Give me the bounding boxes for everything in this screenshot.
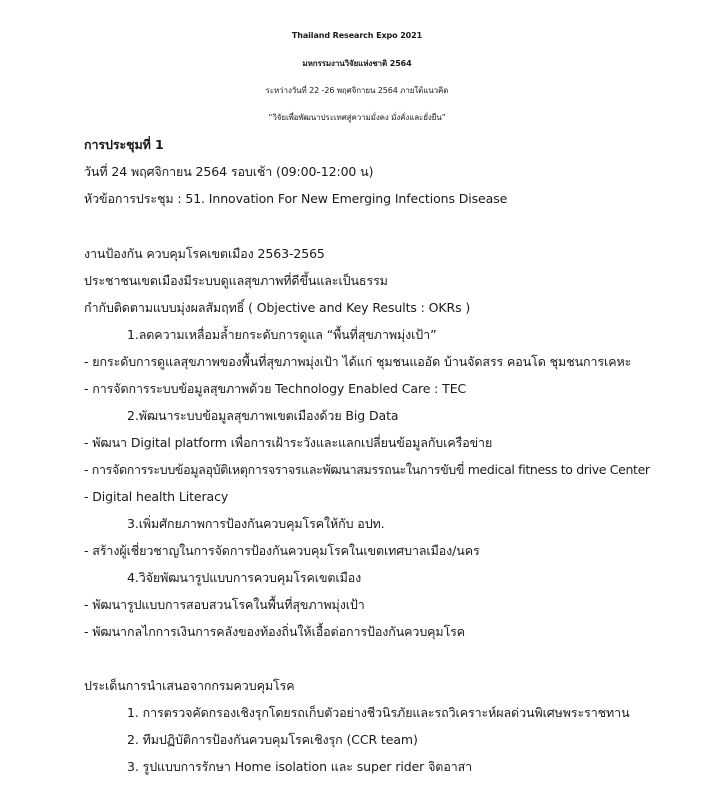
program-goal: ประชาชนเขตเมืองมีระบบดูแลสุขภาพที่ดีขึ้นและเป็นธรรม: [84, 273, 388, 288]
okr-objective-1: 1.ลดความเหลื่อมล้ำยกระดับการดูแล “พื้นที่สุขภาพมุ่งเป้า”: [127, 327, 437, 342]
okr-objective-3: 3.เพิ่มศักยภาพการป้องกันควบคุมโรคให้กับ อปท.: [127, 516, 385, 531]
program-title: งานป้องกัน ควบคุมโรคเขตเมือง 2563-2565: [84, 246, 325, 261]
presentation-heading: ประเด็นการนำเสนอจากกรมควบคุมโรค: [84, 678, 295, 693]
event-date-line: ระหว่างวันที่ 22 -26 พฤศจิกายน 2564 ภายใต้แนวคิด: [265, 86, 449, 95]
presentation-item: 2. ทีมปฏิบัติการป้องกันควบคุมโรคเชิงรุก (CCR team): [127, 732, 418, 747]
okr-key-result: - ยกระดับการดูแลสุขภาพของพื้นที่สุขภาพมุ่งเป้า ได้แก่ ชุมชนแออัด บ้านจัดสรร คอนโด ชุมชนการเคหะ: [84, 354, 632, 369]
okr-key-result: - พัฒนา Digital platform เพื่อการเฝ้าระวังและแลกเปลี่ยนข้อมูลกับเครือข่าย: [84, 435, 493, 450]
okr-key-result: - การจัดการระบบข้อมูลอุบัติเหตุการจราจรและพัฒนาสมรรถนะในการขับขี่ medical fitness to drive Center: [84, 462, 650, 477]
title-thai: มหกรรมงานวิจัยแห่งชาติ 2564: [302, 59, 412, 68]
okr-key-result: - Digital health Literacy: [84, 489, 229, 504]
title-english: Thailand Research Expo 2021: [291, 31, 423, 40]
okr-key-result: - สร้างผู้เชี่ยวชาญในการจัดการป้องกันควบคุมโรคในเขตเทศบาลเมือง/นคร: [84, 543, 480, 558]
meeting-heading: การประชุมที่ 1: [84, 137, 164, 152]
okr-objective-4: 4.วิจัยพัฒนารูปแบบการควบคุมโรคเขตเมือง: [127, 570, 362, 585]
okr-key-result: - พัฒนากลไกการเงินการคลังของท้องถิ่นให้เอื้อต่อการป้องกันควบคุมโรค: [84, 624, 466, 639]
okr-key-result: - พัฒนารูปแบบการสอบสวนโรคในพื้นที่สุขภาพมุ่งเป้า: [84, 597, 365, 612]
event-theme: “วิจัยเพื่อพัฒนาประเทศสู่ความมั่งคง มั่งคั่งและยั่งยืน”: [268, 113, 446, 122]
okr-objective-2: 2.พัฒนาระบบข้อมูลสุขภาพเขตเมืองด้วย Big Data: [127, 408, 399, 423]
meeting-topic: หัวข้อการประชุม : 51. Innovation For New Emerging Infections Disease: [84, 191, 508, 206]
okr-key-result: - การจัดการระบบข้อมูลสุขภาพด้วย Technology Enabled Care : TEC: [84, 381, 467, 396]
okr-intro: กำกับติดตามแบบมุ่งผลสัมฤทธิ์ ( Objective and Key Results : OKRs ): [84, 300, 471, 315]
presentation-item: 1. การตรวจคัดกรองเชิงรุกโดยรถเก็บตัวอย่างชีวนิรภัยและรถวิเคราะห์ผลด่วนพิเศษพระราชทาน: [127, 705, 630, 720]
presentation-item: 3. รูปแบบการรักษา Home isolation และ super rider จิตอาสา: [127, 759, 473, 774]
meeting-date: วันที่ 24 พฤศจิกายน 2564 รอบเช้า (09:00-12:00 น): [84, 164, 374, 179]
